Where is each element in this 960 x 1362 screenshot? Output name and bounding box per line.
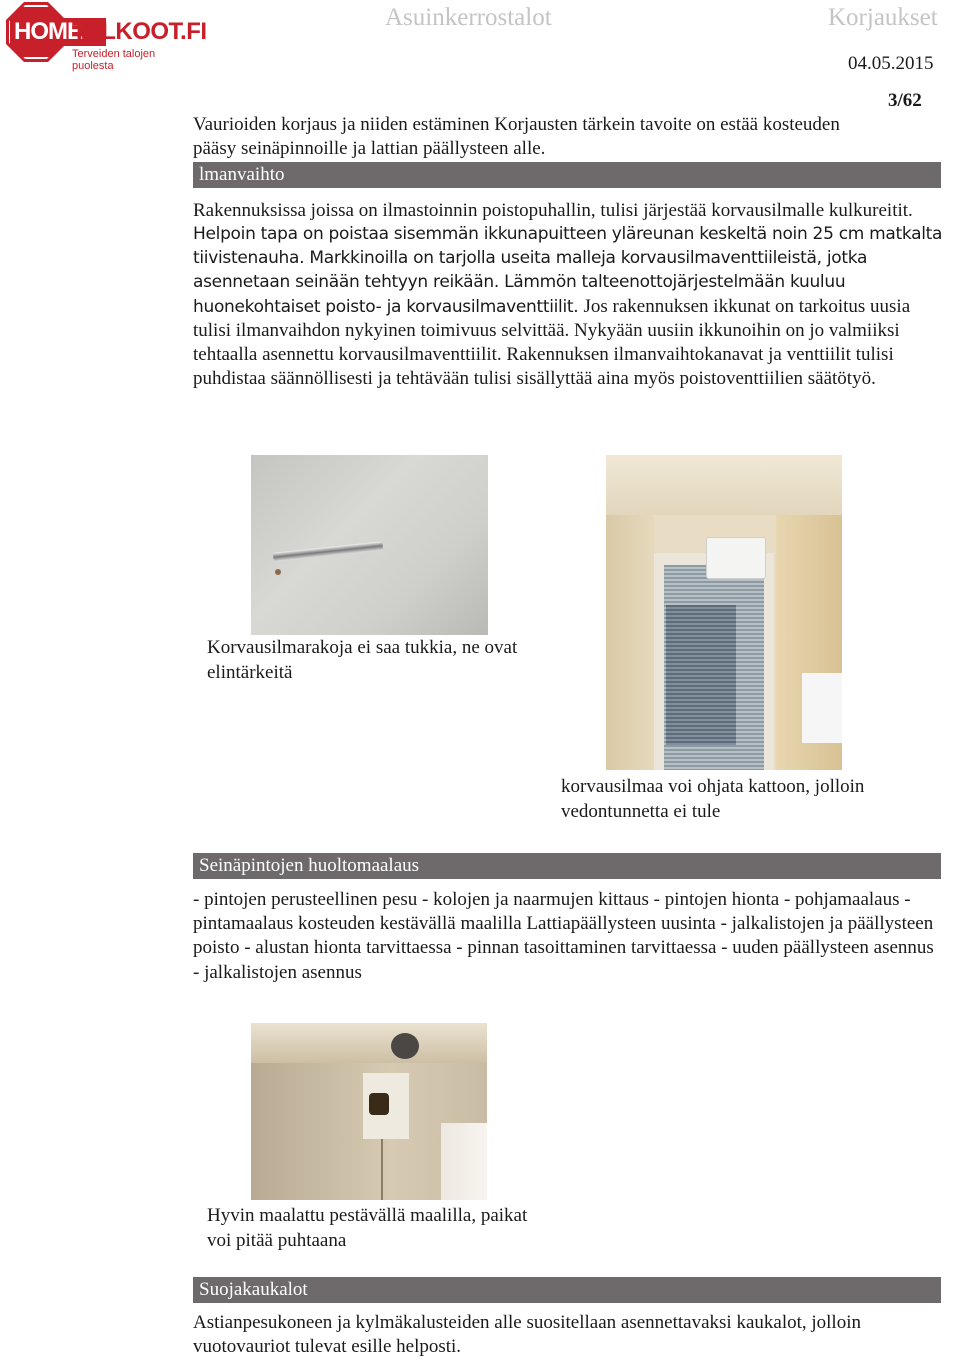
vent-opening: [369, 1093, 389, 1115]
logo-talkoot-text: TALKOOT.FI: [72, 18, 207, 45]
slot-vent-shape: [273, 541, 383, 561]
section-heading-wall-painting: Seinäpintojen huoltomaalaus: [193, 853, 941, 879]
left-wall-area: [606, 515, 654, 770]
ceiling-area: [251, 1023, 487, 1063]
intro-paragraph: Vaurioiden korjaus ja niiden estäminen Korjausten tärkein tavoite on estää kosteuden pääsy seinäpinnoille ja lattian päällysteen alle.: [193, 114, 840, 160]
section-heading-protective-trays: Suojakaukalot: [193, 1277, 941, 1303]
logo-home-text: HOME: [10, 18, 106, 46]
ventilation-text-serif: Jos rakennuksen ikkunat on tarkoitus uusia tulisi ilmanvaihdon nykyinen toimivuus selvittää. Nykyään uusiin ikkunoihin on jo valmiiksi tehtaalla asennettu korvausilmaventtiilit. Rakennuksen ilmanvaihtokanavat ja venttiilit tulisi puhdistaa säännöllisesti ja tehtävään tulisi sisällyttää aina myös poistoventtiilien säätötyö.: [193, 295, 911, 390]
ventilation-paragraph-2: [193, 222, 943, 391]
section-heading-ventilation: lmanvaihto: [193, 162, 941, 188]
protective-trays-paragraph: Astianpesukoneen ja kylmäkalusteiden alle suositellaan asennettavaksi kaukalot, jolloin vuotovauriot tulevat esille helposti.: [193, 1312, 861, 1358]
curtain: [441, 1123, 487, 1200]
air-vent-unit: [706, 537, 766, 579]
ventilation-text-sans: Helpoin tapa on poistaa sisemmän ikkunapuitteen yläreunan keskeltä noin 25 cm matkalta tiivistenauha. Markkinoilla on tarjolla useita malleja korvausilmaventtiileistä, jotka asennetaan seinään tehtyyn reikään. Lämmön talteenottojärjestelmään kuuluu huonekohtaiset poisto- ja korvausilmaventtiilit.: [193, 224, 943, 317]
header-title-right: Korjaukset: [828, 4, 938, 31]
photo3-caption: Hyvin maalattu pestävällä maalilla, paikat voi pitää puhtaana: [207, 1205, 528, 1251]
page-number: 3/62: [888, 90, 922, 111]
document-date: 04.05.2015: [848, 53, 934, 74]
window-vent-photo: [606, 455, 842, 770]
header-title-left: Asuinkerrostalot: [385, 4, 552, 31]
wall-painting-paragraph: - pintojen perusteellinen pesu - kolojen ja naarmujen kittaus - pintojen hionta - pohjamaalaus - pintamaalaus kosteuden kestävällä maalilla Lattiapäällysteen uusinta - jalkalistojen ja päällysteen poisto - alustan hionta tarvittaessa - pinnan tasoittaminen tarvittaessa - uuden päällysteen asennus - jalkalistojen asennus: [193, 889, 934, 983]
ceiling-lamp: [391, 1033, 419, 1059]
photo2-caption: korvausilmaa voi ohjata kattoon, jolloin vedontunnetta ei tule: [561, 776, 865, 822]
ceiling-area: [606, 455, 842, 515]
home-talkoot-logo: [6, 2, 207, 72]
painted-room-photo: [251, 1023, 487, 1200]
whiteboard: [802, 673, 842, 743]
photo1-caption: Korvausilmarakoja ei saa tukkia, ne ovat elintärkeitä: [207, 637, 518, 683]
wall-vent-photo: [251, 455, 488, 635]
logo-tagline: Terveiden talojen puolesta: [72, 48, 156, 72]
wall-spot: [275, 569, 281, 575]
cable: [381, 1139, 383, 1200]
window-blinds-shadow: [666, 605, 736, 745]
ventilation-paragraph-1: Rakennuksissa joissa on ilmastoinnin poistopuhallin, tulisi järjestää korvausilmalle kulkureitit.: [193, 200, 913, 221]
